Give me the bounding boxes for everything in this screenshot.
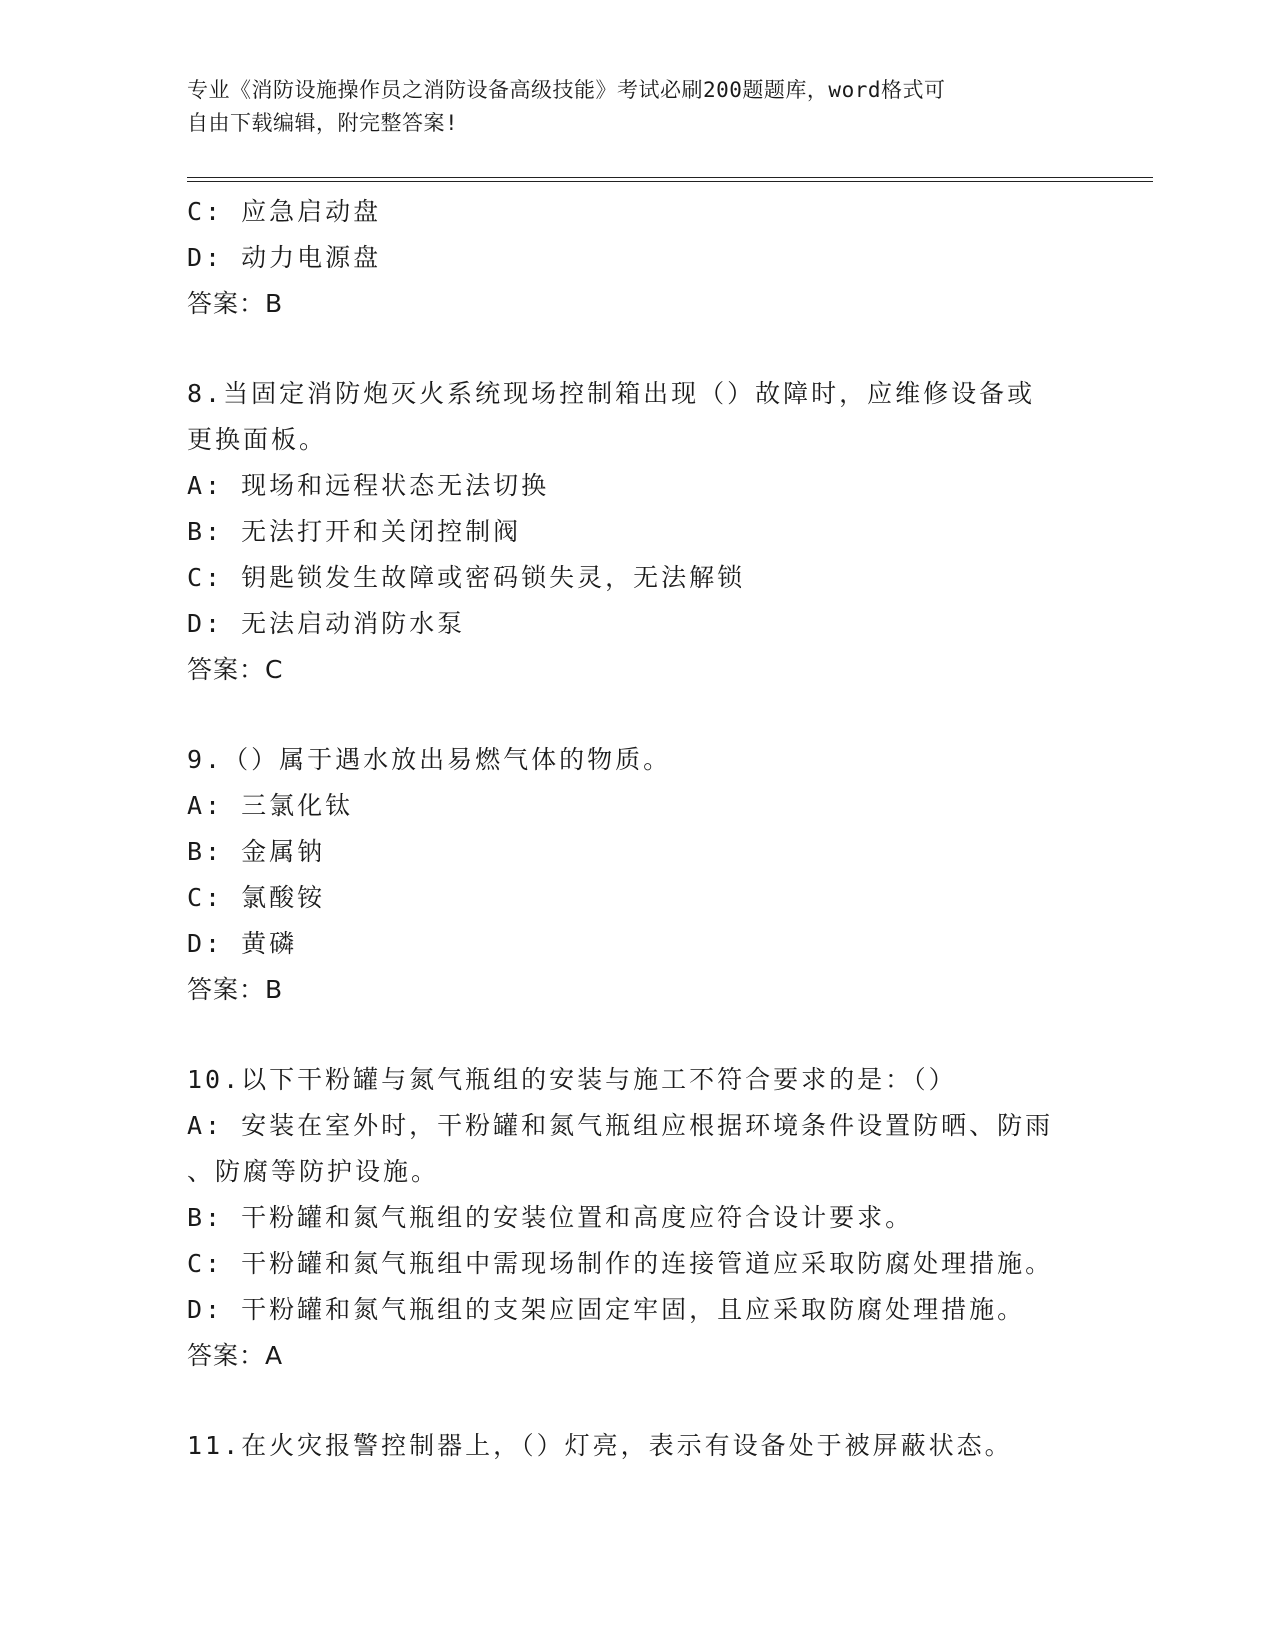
spacer — [187, 327, 1087, 371]
question-11 — [187, 1423, 1087, 1469]
header-line-2: 自由下载编辑，附完整答案! — [187, 111, 459, 135]
answer: 答案：C — [187, 655, 284, 684]
option-a-continued: 、防腐等防护设施。 — [187, 1157, 440, 1186]
header-divider-bottom — [187, 181, 1153, 182]
question-10 — [187, 1057, 1087, 1379]
answer: 答案：B — [187, 975, 284, 1004]
question-8 — [187, 371, 1087, 693]
answer: 答案：A — [187, 1341, 284, 1370]
question-list — [187, 189, 1087, 1469]
option-c: C: 钥匙锁发生故障或密码锁失灵，无法解锁 — [187, 563, 746, 592]
header-divider-top — [187, 177, 1153, 178]
spacer — [187, 1013, 1087, 1057]
option-d: D: 动力电源盘 — [187, 243, 382, 272]
question-stem: 11.在火灾报警控制器上，（）灯亮，表示有设备处于被屏蔽状态。 — [187, 1431, 1013, 1460]
option-d: D: 干粉罐和氮气瓶组的支架应固定牢固，且应采取防腐处理措施。 — [187, 1295, 1026, 1324]
option-c: C: 氯酸铵 — [187, 883, 326, 912]
question-stem-continued: 更换面板。 — [187, 425, 328, 454]
option-b: B: 金属钠 — [187, 837, 326, 866]
option-a: A: 安装在室外时，干粉罐和氮气瓶组应根据环境条件设置防晒、防雨 — [187, 1111, 1054, 1140]
spacer — [187, 1379, 1087, 1423]
question-stem: 10.以下干粉罐与氮气瓶组的安装与施工不符合要求的是：（） — [187, 1065, 957, 1094]
header-line-1: 专业《消防设施操作员之消防设备高级技能》考试必刷200题题库，word格式可 — [187, 78, 946, 102]
option-c: C: 应急启动盘 — [187, 197, 382, 226]
option-b: B: 干粉罐和氮气瓶组的安装位置和高度应符合设计要求。 — [187, 1203, 914, 1232]
option-b: B: 无法打开和关闭控制阀 — [187, 517, 522, 546]
option-a: A: 现场和远程状态无法切换 — [187, 471, 550, 500]
option-a: A: 三氯化钛 — [187, 791, 354, 820]
option-c: C: 干粉罐和氮气瓶组中需现场制作的连接管道应采取防腐处理措施。 — [187, 1249, 1054, 1278]
answer: 答案：B — [187, 289, 284, 318]
option-d: D: 无法启动消防水泵 — [187, 609, 466, 638]
question-stem: 9.（）属于遇水放出易燃气体的物质。 — [187, 745, 672, 774]
question-7 — [187, 189, 1087, 327]
spacer — [187, 693, 1087, 737]
question-9 — [187, 737, 1087, 1013]
question-stem: 8.当固定消防炮灭火系统现场控制箱出现（）故障时，应维修设备或 — [187, 379, 1036, 408]
option-d: D: 黄磷 — [187, 929, 298, 958]
document-header — [187, 74, 1067, 140]
